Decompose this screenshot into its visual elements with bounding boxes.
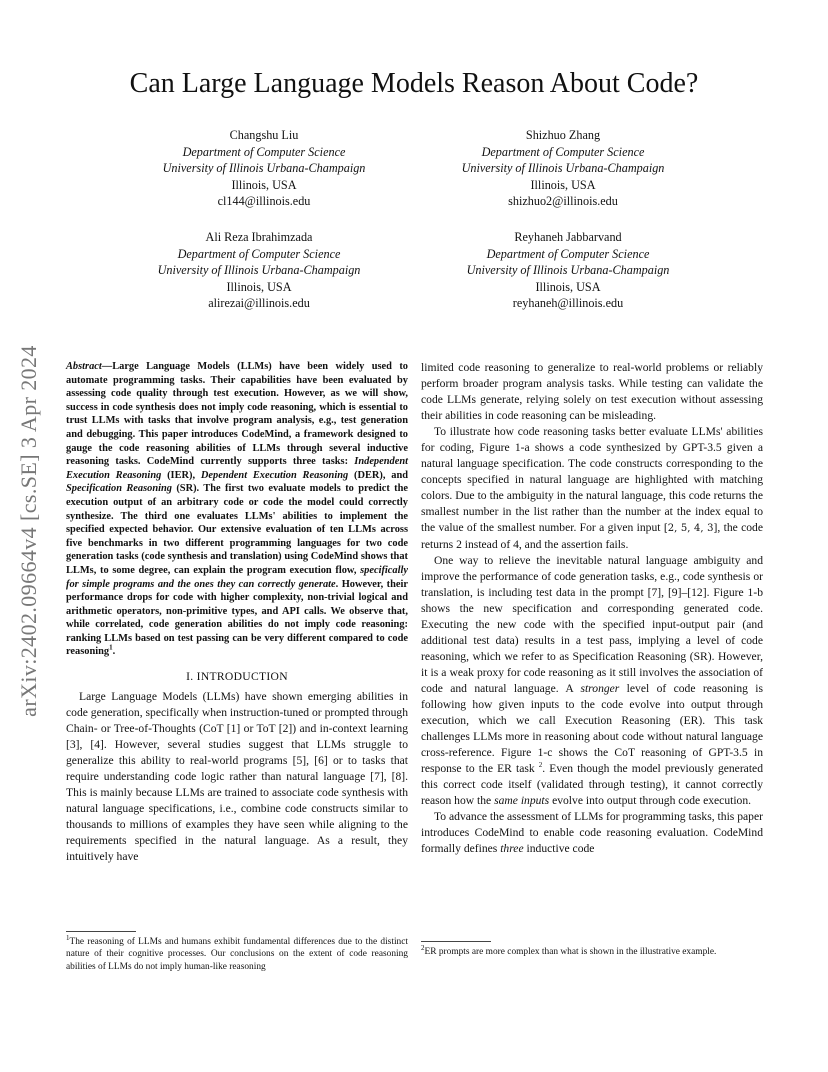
author-block xyxy=(418,229,718,312)
author-block xyxy=(413,127,713,210)
footnote-marker: 2 xyxy=(421,943,425,952)
author-location: Illinois, USA xyxy=(530,177,596,192)
author-university: University of Illinois Urbana-Champaign xyxy=(466,263,670,277)
author-university: University of Illinois Urbana-Champaign xyxy=(157,263,361,277)
intro-paragraph: One way to relieve the inevitable natural language ambiguity and improve the performance of code generation tasks, e.g., code synthesis or translation, is including test data in the prompt [7], [9]–[12]. Figure 1-b shows the new specification and corresponding generated code. Executing the new code with the specified input-output pair (and additional test data) results in a test pass, implying a level of code reasoning, which we refer to as Specification Reasoning (SR). However, it is a weak proxy for code reasoning as it still involves the association of code and natural language. A stronger level of code reasoning is following how given inputs to the code evolve into output through execution, which we call Execution Reasoning (ER). This task challenges LLMs more in reasoning about code without natural language cross-reference. Figure 1-c shows the CoT reasoning of GPT-3.5 in response to the ER task $^2$. Even though the model previously generated this correct code itself (validated through testing), it cannot correctly reason how the same inputs evolve into output through code execution. xyxy=(421,554,763,807)
author-name: Changshu Liu xyxy=(229,128,299,142)
intro-paragraph: limited code reasoning to generalize to real-world problems or reliably perform broader program analysis tasks. While testing can validate the code LLMs generate, relying solely on test execution without assessing their abilities in code reasoning can be misleading. xyxy=(421,361,763,422)
abstract: Abstract—Large Language Models (LLMs) have been widely used to automate programming tasks. Their capabilities have been evaluated by assessing code quality through test execution. However, as we will show, success in code synthesis does not imply code reasoning, which is essential to trust LLMs with tasks that involve program analysis, e.g., test generation and debugging. This paper introduces CodeMind, a framework designed to gauge the code reasoning abilities of LLMs through several inductive reasoning tasks. CodeMind currently supports three tasks: Independent Execution Reasoning (IER), Dependent Execution Reasoning (DER), and Specification Reasoning (SR). The first two evaluate models to predict the execution output of an arbitrary code or code the model could correctly synthesize. The third one evaluates LLMs' abilities to implement the specified expected behavior. Our extensive evaluation of ten LLMs across five benchmarks in two different programming languages for two code generation tasks (code synthesis and translation) using CodeMind shows that LLMs, to some degree, can explain the program execution flow, specifically for simple programs and the ones they can correctly generate. However, their performance drops for code with higher complexity, non-trivial logical and arithmetic operators, non-primitive types, and API calls. We observe that, while correlated, code generation abilities do not imply code reasoning: ranking LLMs based on test passing can be very different compared to code reasoning$^1$. xyxy=(66,361,409,658)
arxiv-stamp xyxy=(8,296,50,766)
author-location: Illinois, USA xyxy=(231,177,297,192)
author-department: Department of Computer Science xyxy=(486,246,650,261)
footnote-marker: 2 xyxy=(538,761,543,770)
author-department: Department of Computer Science xyxy=(177,246,341,261)
arxiv-identifier: arXiv:2402.09664v4 [cs.SE] 3 Apr 2024 xyxy=(16,345,41,717)
footnote-marker: 1 xyxy=(109,644,113,652)
intro-paragraph: To advance the assessment of LLMs for programming tasks, this paper introduces CodeMind to enable code reasoning evaluation. CodeMind formally defines three inductive code xyxy=(421,810,763,855)
paper-title: Can Large Language Models Reason About Code? xyxy=(129,68,699,99)
author-name: Reyhaneh Jabbarvand xyxy=(514,230,622,244)
author-university: University of Illinois Urbana-Champaign xyxy=(461,161,665,175)
author-block xyxy=(109,229,409,312)
author-location: Illinois, USA xyxy=(535,279,601,294)
author-name: Shizhuo Zhang xyxy=(525,128,601,142)
left-column xyxy=(66,360,408,865)
author-university: University of Illinois Urbana-Champaign xyxy=(162,161,366,175)
author-department: Department of Computer Science xyxy=(481,144,645,159)
right-column xyxy=(421,360,763,857)
footnote-rule xyxy=(66,931,136,932)
author-department: Department of Computer Science xyxy=(182,144,346,159)
author-email: cl144@illinois.edu xyxy=(217,194,311,208)
author-email: shizhuo2@illinois.edu xyxy=(508,194,618,208)
author-name: Ali Reza Ibrahimzada xyxy=(205,230,313,244)
author-location: Illinois, USA xyxy=(226,279,292,294)
author-email: alirezai@illinois.edu xyxy=(208,296,310,310)
intro-paragraph: To illustrate how code reasoning tasks better evaluate LLMs' abilities for coding, Figure 1-a shows a code synthesized by GPT-3.5 given a natural language specification. The code constructs corresponding to the concepts specified in natural language are highlighted with matching colors. Due to the ambiguity in the natural language, this code returns the smallest number in the list rather than the number at the index equal to the value of the smallest number. For a given input [2, 5, 4, 3], the code returns 2 instead of 4, and the assertion fails. xyxy=(421,425,763,551)
footnote-2: $^2$ER prompts are more complex than what is shown in the illustrative example. xyxy=(421,943,717,957)
intro-paragraph: Large Language Models (LLMs) have shown emerging abilities in code generation, specifically when instruction-tuned or prompted through Chain- or Tree-of-Thoughts (CoT [1] or ToT [2]) and in-context learning [3], [4]. However, several studies suggest that LLMs struggle to generalize this ability to real-world programs [5], [6] or to tasks that require understanding code logic rather than natural language [7], [8]. This is mainly because LLMs are trained to associate code synthesis with natural language specifications, i.e., combine code constructs similar to thousands to millions of examples they have seen while aligning to the requirements specified in the natural language. As a result, they intuitively have xyxy=(66,690,408,864)
footnote-1: $^1$The reasoning of LLMs and humans exhibit fundamental differences due to the distinct nature of their cognitive processes. Our conclusions on the extent of code reasoning abilities of LLMs do not imply human-like reasoning xyxy=(66,933,408,972)
author-email: reyhaneh@illinois.edu xyxy=(512,296,624,310)
footnote-rule xyxy=(421,941,491,942)
section-heading: I. INTRODUCTION xyxy=(186,670,288,684)
inline-math: [2, 5, 4, 3] xyxy=(663,523,718,534)
author-block xyxy=(114,127,414,210)
footnote-marker: 1 xyxy=(66,933,70,942)
